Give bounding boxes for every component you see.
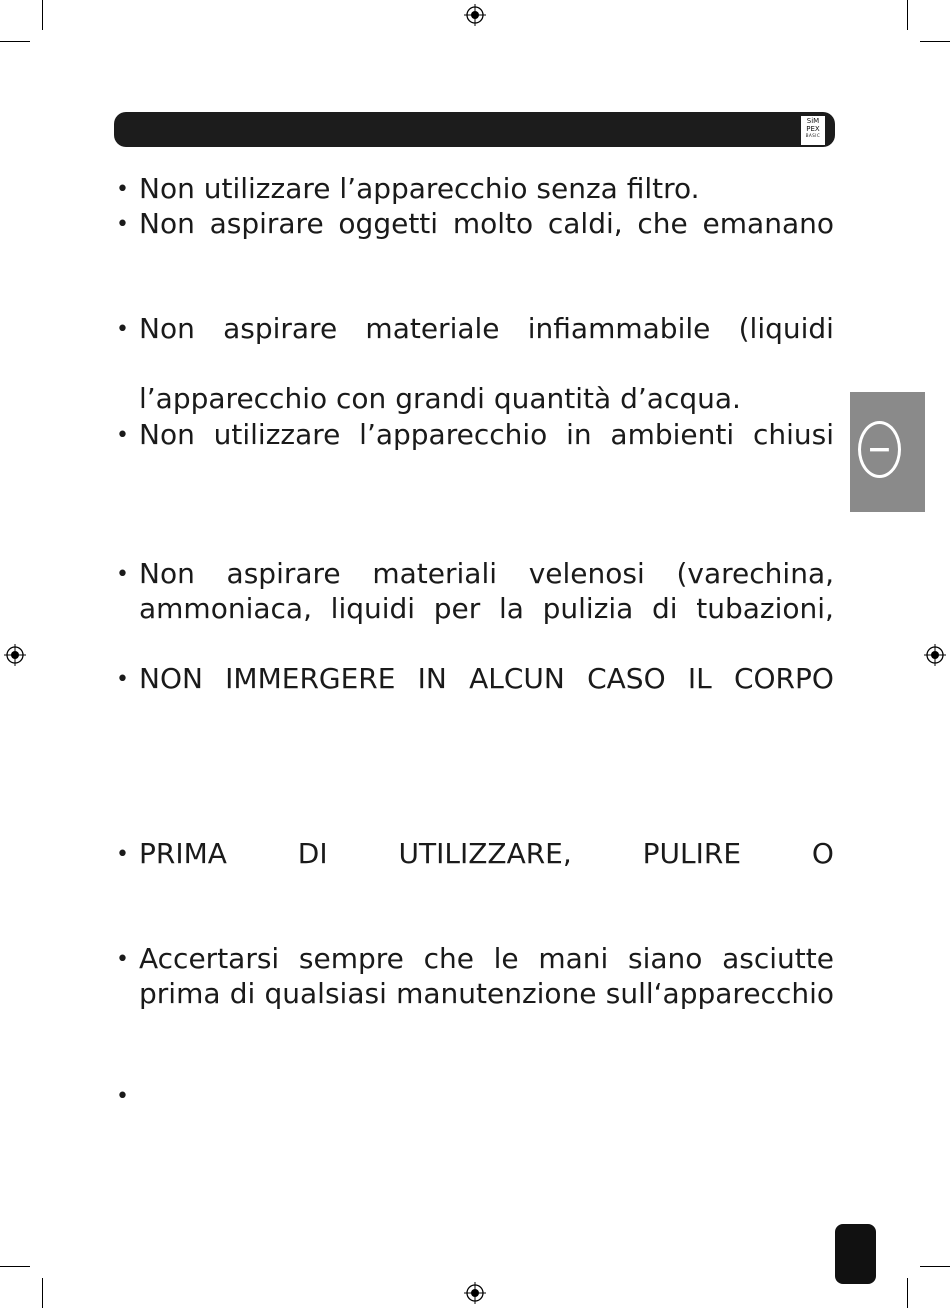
crop-mark: [42, 0, 43, 30]
word: CORPO: [733, 662, 834, 695]
crop-mark: [0, 41, 30, 42]
word: di: [652, 592, 678, 625]
word: aspirare: [223, 312, 338, 345]
word: IMMERGERE: [225, 662, 396, 695]
word: Non: [139, 207, 195, 240]
word: materiale: [365, 312, 500, 345]
brand-logo: [801, 116, 825, 145]
word: tubazioni,: [696, 592, 834, 625]
word: d’acqua.: [620, 382, 741, 415]
registration-mark-icon: [464, 1282, 486, 1304]
word: velenosi: [528, 557, 645, 590]
crop-mark: [0, 1266, 30, 1267]
word: l’apparecchio: [139, 382, 328, 415]
bullet-icon: •: [116, 667, 129, 692]
word: oggetti: [338, 207, 439, 240]
word: le: [493, 942, 519, 975]
bullet-icon: •: [116, 562, 129, 587]
word: ambienti: [610, 418, 735, 451]
header-bar: [114, 112, 835, 147]
word: in: [566, 418, 592, 451]
word: l’apparecchio: [359, 418, 548, 451]
crop-mark: [920, 41, 950, 42]
word: CASO: [587, 662, 666, 695]
text-line: [139, 418, 834, 452]
word: la: [498, 592, 524, 625]
word: che: [423, 942, 474, 975]
text-line: [139, 662, 834, 696]
word: molto: [452, 207, 534, 240]
crop-mark: [907, 0, 908, 30]
crop-mark: [42, 1278, 43, 1308]
word: Non: [139, 172, 195, 205]
word: per: [433, 592, 481, 625]
logo-line-3: BASIC: [805, 133, 821, 138]
word: DI: [297, 837, 328, 870]
bullet-icon: •: [116, 212, 129, 237]
bullet-icon: •: [116, 317, 129, 342]
word: ammoniaca,: [139, 592, 312, 625]
registration-mark-icon: [924, 644, 946, 666]
word: utilizzare: [213, 418, 341, 451]
word: emanano: [702, 207, 834, 240]
word: Non: [139, 418, 195, 451]
text-line: [139, 942, 834, 976]
word: grandi: [395, 382, 485, 415]
word: PRIMA: [139, 837, 227, 870]
word: siano: [628, 942, 703, 975]
text-line: [139, 592, 834, 626]
text-line: [139, 382, 834, 416]
word: liquidi: [330, 592, 416, 625]
word: ALCUN: [469, 662, 565, 695]
word: senza: [536, 172, 618, 205]
text-line: [139, 557, 834, 591]
bullet-icon: •: [116, 177, 129, 202]
word: con: [336, 382, 387, 415]
word: prima: [139, 977, 221, 1010]
text-line: [139, 977, 834, 1011]
word: che: [637, 207, 688, 240]
minus-circle-icon: [858, 421, 901, 478]
word: Non: [139, 312, 195, 345]
word: mani: [538, 942, 609, 975]
word: l’apparecchio: [339, 172, 528, 205]
bullet-icon: •: [116, 1084, 129, 1109]
word: filtro.: [626, 172, 700, 205]
word: chiusi: [752, 418, 834, 451]
word: aspirare: [209, 207, 324, 240]
word: O: [811, 837, 834, 870]
word: sull‘apparecchio: [605, 977, 834, 1010]
word: qualsiasi: [264, 977, 387, 1010]
word: Non: [139, 557, 195, 590]
word: Accertarsi: [139, 942, 280, 975]
bullet-icon: •: [116, 423, 129, 448]
bullet-icon: •: [116, 842, 129, 867]
word: UTILIZZARE,: [398, 837, 572, 870]
word: sempre: [298, 942, 404, 975]
word: utilizzare: [203, 172, 331, 205]
section-side-tab: [850, 392, 925, 512]
word: quantità: [493, 382, 612, 415]
tab-symbol: −: [866, 431, 893, 467]
crop-mark: [920, 1266, 950, 1267]
word: infiammabile: [527, 312, 711, 345]
text-line: [139, 312, 834, 346]
word: IN: [417, 662, 447, 695]
text-line: [139, 837, 834, 871]
bullet-icon: •: [116, 947, 129, 972]
word: IL: [687, 662, 712, 695]
word: (liquidi: [738, 312, 834, 345]
logo-line-2: PEX: [806, 125, 820, 133]
word: asciutte: [722, 942, 834, 975]
registration-mark-icon: [464, 4, 486, 26]
word: manutenzione: [396, 977, 597, 1010]
word: caldi,: [547, 207, 623, 240]
page-number-tab: [835, 1224, 876, 1284]
text-line: [139, 207, 834, 241]
word: NON: [139, 662, 203, 695]
word: (varechina,: [676, 557, 834, 590]
word: pulizia: [542, 592, 634, 625]
word: materiali: [372, 557, 498, 590]
word: aspirare: [226, 557, 341, 590]
word: PULIRE: [642, 837, 742, 870]
word: di: [229, 977, 256, 1010]
text-line: [139, 172, 834, 206]
crop-mark: [907, 1278, 908, 1308]
registration-mark-icon: [4, 644, 26, 666]
logo-line-1: SiM: [806, 117, 820, 125]
